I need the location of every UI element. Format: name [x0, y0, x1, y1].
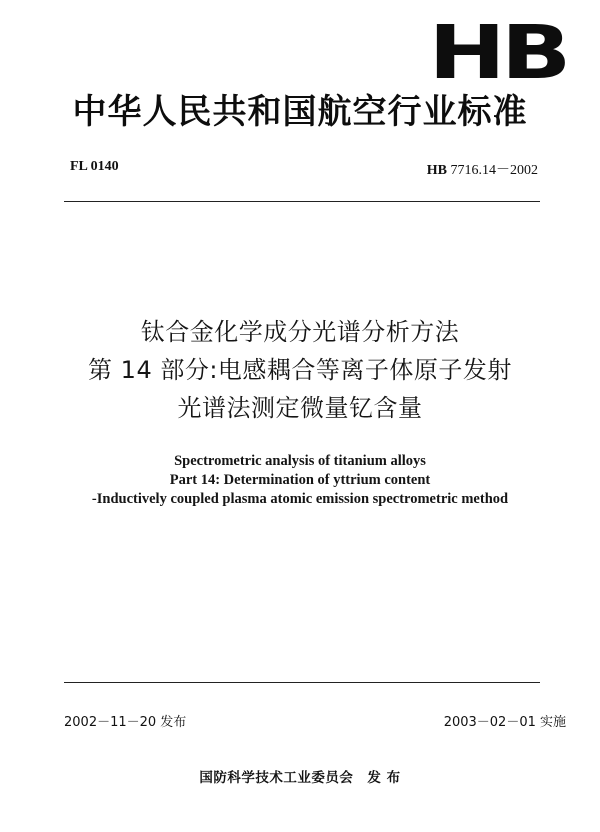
- chinese-title: [0, 313, 600, 427]
- standard-code-prefix: HB: [426, 163, 447, 178]
- bottom-divider: [64, 682, 540, 683]
- standard-code: [427, 159, 538, 179]
- issuing-authority: 国防科学技术工业委员会 发 布: [199, 770, 401, 786]
- standard-code-number: 7716.14－2002: [450, 163, 538, 178]
- implementation-date: 2003－02－01 实施: [443, 715, 566, 730]
- english-title: [0, 452, 600, 509]
- classification-code: FL 0140: [70, 159, 119, 174]
- organization-title: 中华人民共和国航空行业标准: [72, 92, 528, 132]
- hb-logo: HB: [428, 10, 566, 96]
- english-title-line-1: Spectrometric analysis of titanium alloys: [174, 453, 426, 469]
- issue-date: 2002－11－20 发布: [64, 715, 187, 730]
- top-divider: [64, 201, 540, 202]
- english-title-line-2: Part 14: Determination of yttrium content: [169, 472, 431, 488]
- chinese-title-line-3: 光谱法测定微量钇含量: [177, 394, 423, 422]
- english-title-line-3: -Inductively coupled plasma atomic emission spectrometric method: [91, 491, 509, 507]
- chinese-title-line-1: 钛合金化学成分光谱分析方法: [140, 318, 460, 346]
- chinese-title-line-2: 第 14 部分:电感耦合等离子体原子发射: [88, 356, 512, 384]
